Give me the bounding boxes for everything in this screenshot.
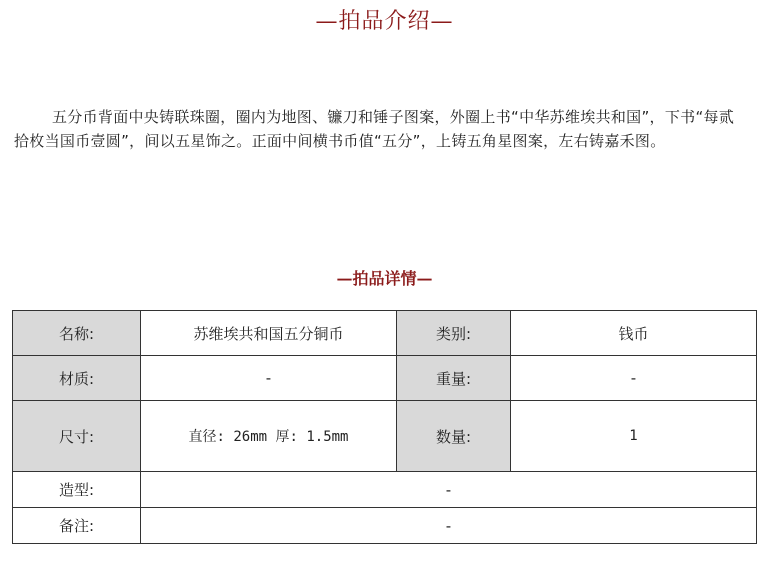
details-section-title: —拍品详情—	[336, 269, 433, 288]
remark-label: 备注:	[13, 508, 141, 544]
shape-value: -	[141, 472, 757, 508]
category-label: 类别:	[397, 311, 511, 356]
lot-description: 五分币背面中央铸联珠圈，圈内为地图、镰刀和锤子图案，外圈上书“中华苏维埃共和国”，下书“每贰拾枚当国币壹圆”，间以五星饰之。正面中间横书币值“五分”，上铸五角星图案，左右铸嘉禾图。	[14, 108, 735, 150]
size-value: 直径: 26mm 厚: 1.5mm	[141, 401, 397, 472]
material-label: 材质:	[13, 356, 141, 401]
table-row	[13, 401, 757, 472]
intro-section-title: —拍品介绍—	[315, 9, 454, 34]
table-row	[13, 311, 757, 356]
quantity-value: 1	[511, 401, 757, 472]
weight-value: -	[511, 356, 757, 401]
name-label: 名称:	[13, 311, 141, 356]
table-row	[13, 508, 757, 544]
weight-label: 重量:	[397, 356, 511, 401]
shape-label: 造型:	[13, 472, 141, 508]
name-value: 苏维埃共和国五分铜币	[141, 311, 397, 356]
size-label: 尺寸:	[13, 401, 141, 472]
category-value: 钱币	[511, 311, 757, 356]
quantity-label: 数量:	[397, 401, 511, 472]
table-row	[13, 472, 757, 508]
remark-value: -	[141, 508, 757, 544]
lot-details-table	[12, 310, 757, 544]
material-value: -	[141, 356, 397, 401]
table-row	[13, 356, 757, 401]
